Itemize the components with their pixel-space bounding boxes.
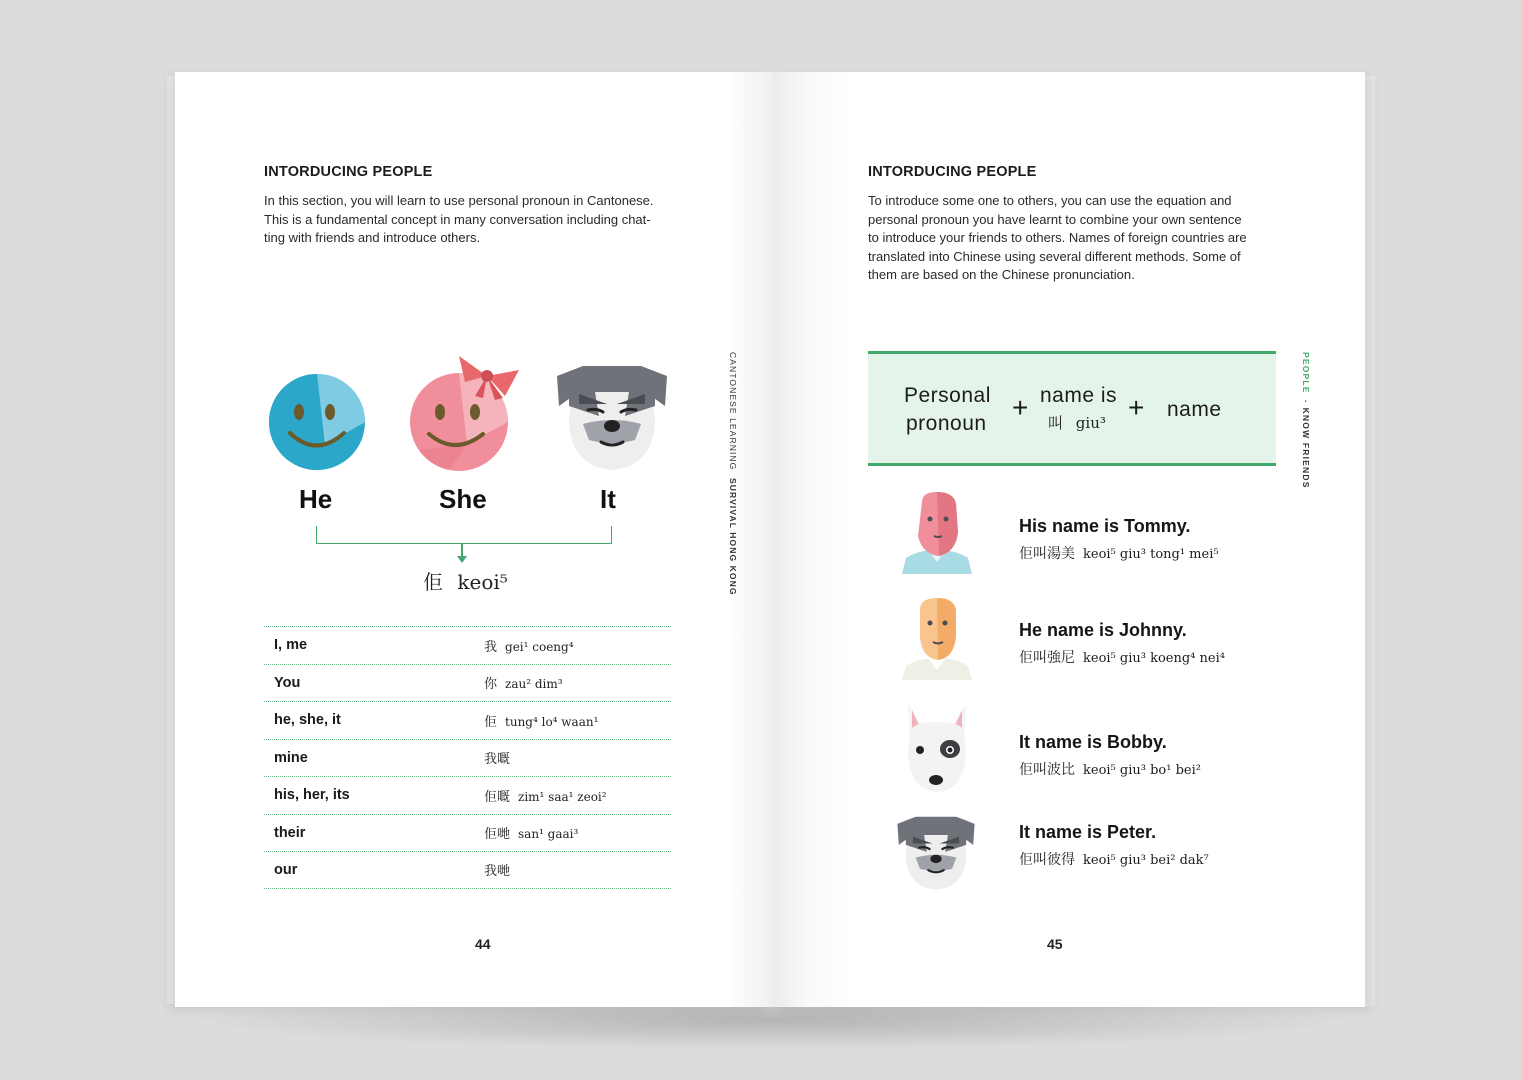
tommy-avatar-icon bbox=[898, 492, 976, 574]
table-row: he, she, it 佢 tung⁴ lo⁴ waan¹ bbox=[264, 701, 671, 739]
right-intro: To introduce some one to others, you can use the equation and personal pronoun you have learnt to combine your own sentence to introduce your friends to others. Names of foreign countries are translated into Chinese using several different methods. Some of them are based on the Chinese pronunciation. bbox=[868, 193, 1247, 282]
label-it: It bbox=[600, 484, 616, 514]
formula-personal-pronoun: Personal pronoun bbox=[904, 384, 991, 435]
table-row: You 你 zau² dim³ bbox=[264, 664, 671, 702]
tommy-pronunciation: 佢叫湯美 keoi⁵ giu³ tong¹ mei⁵ bbox=[1019, 546, 1219, 562]
johnny-avatar-icon bbox=[898, 598, 976, 680]
table-row: their 佢哋 san¹ gaai³ bbox=[264, 814, 671, 852]
page-edge-left bbox=[167, 76, 175, 1004]
he-face-icon bbox=[268, 373, 366, 471]
tommy-sentence: His name is Tommy. bbox=[1019, 516, 1191, 536]
combined-pronoun: 佢 keoi⁵ bbox=[423, 570, 508, 594]
section-side-label: PEOPLE · KNOW FRIENDS bbox=[1301, 352, 1311, 489]
page-number-left: 44 bbox=[475, 936, 491, 952]
plus-icon: + bbox=[1012, 392, 1029, 423]
formula-giu: 叫 giu³ bbox=[1048, 414, 1106, 432]
peter-pronunciation: 佢叫彼得 keoi⁵ giu³ bei² dak⁷ bbox=[1019, 852, 1209, 868]
name-formula-box bbox=[868, 351, 1276, 466]
label-he: He bbox=[299, 484, 333, 514]
peter-sentence: It name is Peter. bbox=[1019, 822, 1157, 842]
pronoun-bracket bbox=[316, 526, 612, 544]
formula-name-is: name is bbox=[1040, 384, 1118, 407]
johnny-sentence: He name is Johnny. bbox=[1019, 620, 1187, 640]
spine-title: CANTONESE LEARNING SURVIVAL HONG KONG bbox=[728, 352, 738, 596]
left-heading: INTORDUCING PEOPLE bbox=[264, 164, 433, 180]
arrow-down-icon bbox=[457, 556, 467, 563]
label-she: She bbox=[439, 484, 487, 514]
johnny-pronunciation: 佢叫強尼 keoi⁵ giu³ koeng⁴ nei⁴ bbox=[1019, 650, 1225, 666]
left-page bbox=[175, 72, 772, 1007]
plus-icon: + bbox=[1128, 392, 1145, 423]
bobby-pronunciation: 佢叫波比 keoi⁵ giu³ bo¹ bei² bbox=[1019, 762, 1201, 778]
table-row: I, me 我 gei¹ coeng⁴ bbox=[264, 626, 671, 664]
right-page bbox=[772, 72, 1365, 1007]
page-number-right: 45 bbox=[1047, 936, 1063, 952]
table-row: his, her, its 佢嘅 zim¹ saa¹ zeoi² bbox=[264, 776, 671, 814]
page-edge-right bbox=[1365, 76, 1375, 1006]
bobby-sentence: It name is Bobby. bbox=[1019, 732, 1167, 752]
dog-face-icon bbox=[555, 366, 669, 472]
left-intro: In this section, you will learn to use personal pronoun in Cantonese. This is a fundamental concept in many conversation including chat- ting with friends and introduce others. bbox=[264, 193, 654, 245]
bobby-avatar-icon bbox=[902, 702, 972, 792]
table-row: our 我哋 bbox=[264, 851, 671, 889]
formula-name: name bbox=[1167, 398, 1222, 421]
she-face-icon bbox=[409, 352, 521, 472]
table-row: mine 我嘅 bbox=[264, 739, 671, 777]
peter-avatar-icon bbox=[896, 816, 976, 892]
right-heading: INTORDUCING PEOPLE bbox=[868, 164, 1037, 180]
pronoun-table bbox=[264, 626, 671, 889]
